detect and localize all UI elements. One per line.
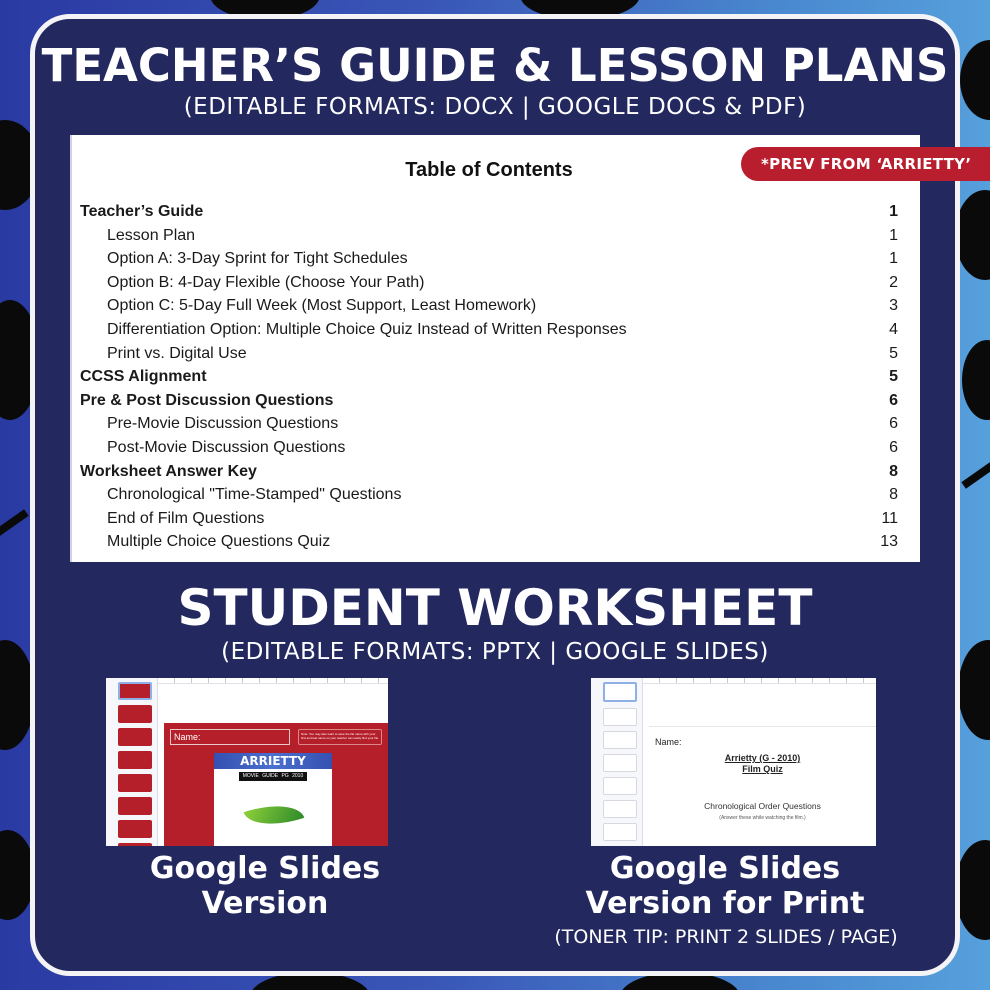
preview-source-badge: *PREV FROM ‘ARRIETTY’ — [741, 147, 990, 181]
section-title: Chronological Order Questions — [704, 801, 821, 811]
toc-entry: Worksheet Answer Key 8 — [80, 462, 898, 480]
toner-tip: (TONER TIP: PRINT 2 SLIDES / PAGE) — [554, 926, 898, 948]
toc-entry: Print vs. Digital Use 5 — [107, 344, 898, 362]
toc-entry: Chronological "Time-Stamped" Questions 8 — [107, 486, 898, 504]
toc-entry: End of Film Questions 11 — [107, 509, 898, 527]
print-slides-preview — [591, 678, 876, 846]
slide-canvas — [649, 726, 876, 846]
toc-entry: CCSS Alignment 5 — [80, 368, 898, 386]
quiz-title: Arrietty (G - 2010) Film Quiz — [724, 753, 801, 774]
student-worksheet-formats: (EDITABLE FORMATS: PPTX | GOOGLE SLIDES) — [221, 639, 769, 665]
slide-canvas — [164, 723, 388, 846]
print-slides-caption: Google Slides Version for Print — [585, 851, 865, 921]
toc-entry: Lesson Plan 1 — [107, 226, 898, 244]
table-of-contents-preview — [70, 135, 920, 562]
toc-entry: Teacher’s Guide 1 — [80, 203, 898, 220]
leaf-icon — [244, 795, 305, 835]
slide-thumbnail-panel — [591, 678, 643, 846]
toc-entry: Option A: 3-Day Sprint for Tight Schedules 1 — [107, 250, 898, 268]
google-slides-caption: Google Slides Version — [149, 851, 381, 921]
toc-title: Table of Contents — [405, 159, 573, 181]
toc-entry: Pre-Movie Discussion Questions 6 — [107, 415, 898, 433]
toc-entry: Multiple Choice Questions Quiz 13 — [107, 533, 898, 551]
toc-entry: Post-Movie Discussion Questions 6 — [107, 438, 898, 456]
section-note: (Answer these while watching the film.) — [719, 815, 806, 821]
ruler — [643, 678, 876, 684]
cover-image — [214, 753, 332, 846]
toc-list — [80, 200, 898, 554]
toc-entry: Differentiation Option: Multiple Choice Quiz Instead of Written Responses 4 — [107, 320, 898, 338]
toc-entry: Pre & Post Discussion Questions 6 — [80, 391, 898, 409]
note-box: Note: You may also want to save the file name with your first and last name so your teacher can easily find your file — [298, 729, 382, 745]
name-label: Name: — [655, 737, 682, 747]
movie-title-banner: ARRIETTY — [214, 753, 332, 769]
slide-thumbnail-panel — [106, 678, 158, 846]
toc-entry: Option C: 5-Day Full Week (Most Support, Least Homework) 3 — [107, 297, 898, 315]
toc-entry: Option B: 4-Day Flexible (Choose Your Path) 2 — [107, 273, 898, 291]
ruler — [158, 678, 388, 684]
teacher-guide-title: TEACHER’S GUIDE & LESSON PLANS — [41, 39, 949, 92]
name-field: Name: — [170, 729, 290, 745]
teacher-guide-formats: (EDITABLE FORMATS: DOCX | GOOGLE DOCS & PDF) — [183, 94, 807, 120]
student-worksheet-title: STUDENT WORKSHEET — [177, 579, 813, 637]
google-slides-preview — [106, 678, 388, 846]
filmstrip-label: MOVIE GUIDE PG 2010 — [239, 772, 307, 781]
